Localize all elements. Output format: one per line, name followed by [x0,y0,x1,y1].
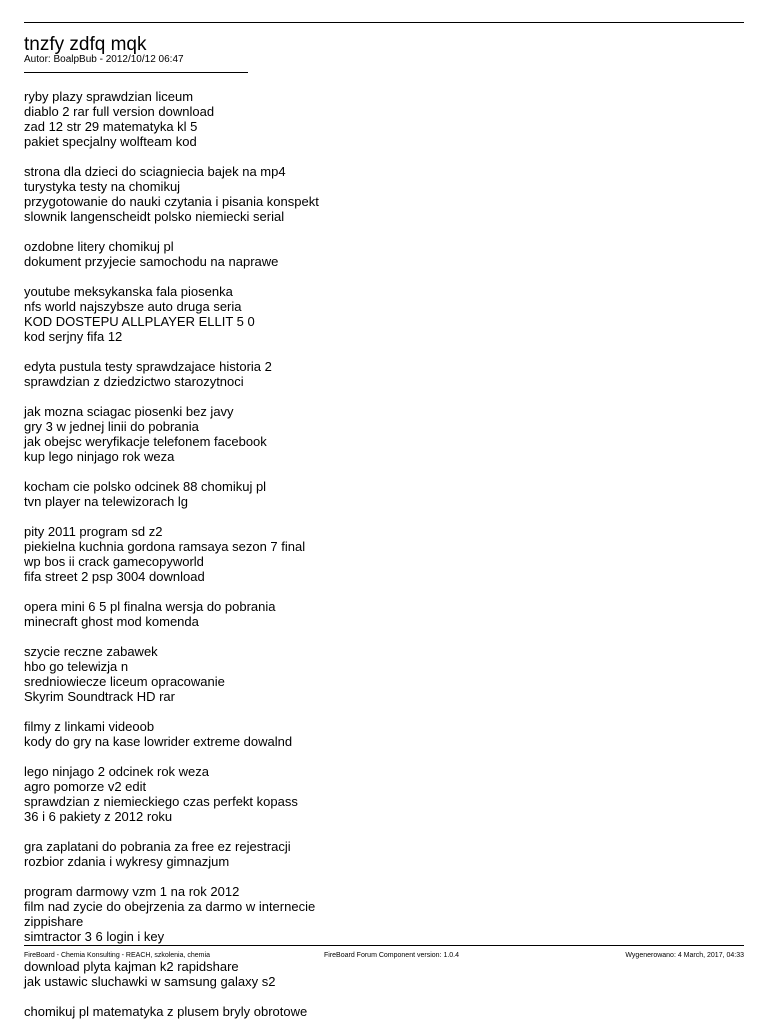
text-line: jak obejsc weryfikacje telefonem facebook [24,434,267,449]
text-line: strona dla dzieci do sciagniecia bajek na mp4 [24,164,286,179]
paragraph-group [24,479,724,509]
text-line: szycie reczne zabawek [24,644,158,659]
text-line: KOD DOSTEPU ALLPLAYER ELLIT 5 0 [24,314,255,329]
text-line: diablo 2 rar full version download [24,104,215,119]
text-line: turystyka testy na chomikuj [24,179,181,194]
text-line: slownik langenscheidt polsko niemiecki serial [24,209,285,224]
text-line: download plyta kajman k2 rapidshare [24,959,239,974]
text-line: opera mini 6 5 pl finalna wersja do pobrania [24,599,276,614]
text-line: film nad zycie do obejrzenia za darmo w internecie [24,899,316,914]
text-line: fifa street 2 psp 3004 download [24,569,205,584]
paragraph-group [24,284,724,344]
author-meta: Autor: BoalpBub - 2012/10/12 06:47 [24,54,184,65]
text-line: 36 i 6 pakiety z 2012 roku [24,809,173,824]
text-line: edyta pustula testy sprawdzajace historia 2 [24,359,272,374]
text-line: piekielna kuchnia gordona ramsaya sezon 7 final [24,539,306,554]
paragraph-group [24,1004,724,1019]
paragraph-group [24,164,724,224]
paragraph-group [24,719,724,749]
paragraph-group [24,884,724,944]
text-line: filmy z linkami videoob [24,719,155,734]
paragraph-group [24,89,724,149]
footer-divider [24,945,744,946]
text-line: minecraft ghost mod komenda [24,614,199,629]
text-line: kup lego ninjago rok weza [24,449,175,464]
text-line: dokument przyjecie samochodu na naprawe [24,254,279,269]
text-line: chomikuj pl matematyka z plusem bryly obrotowe [24,1004,308,1019]
text-line: youtube meksykanska fala piosenka [24,284,233,299]
text-line: sprawdzian z dziedzictwo starozytnoci [24,374,244,389]
text-line: pity 2011 program sd z2 [24,524,163,539]
paragraph-group [24,599,724,629]
footer-version: FireBoard Forum Component version: 1.0.4 [324,952,460,959]
paragraph-group [24,764,724,824]
paragraph-group [24,359,724,389]
text-line: przygotowanie do nauki czytania i pisania konspekt [24,194,319,209]
paragraph-group [24,839,724,869]
meta-divider [24,72,248,73]
footer-site: FireBoard - Chemia Konsulting - REACH, szkolenia, chemia [24,952,210,959]
text-line: zad 12 str 29 matematyka kl 5 [24,119,198,134]
text-line: kocham cie polsko odcinek 88 chomikuj pl [24,479,267,494]
post-content [24,89,724,1034]
text-line: ryby plazy sprawdzian liceum [24,89,194,104]
text-line: tvn player na telewizorach lg [24,494,189,509]
text-line: pakiet specjalny wolfteam kod [24,134,197,149]
text-line: program darmowy vzm 1 na rok 2012 [24,884,240,899]
top-divider [24,22,744,23]
text-line: zippishare [24,914,84,929]
paragraph-group [24,644,724,704]
text-line: jak mozna sciagac piosenki bez javy [24,404,234,419]
footer-generated: Wygenerowano: 4 March, 2017, 04:33 [625,952,744,959]
text-line: gry 3 w jednej linii do pobrania [24,419,199,434]
text-line: rozbior zdania i wykresy gimnazjum [24,854,230,869]
text-line: sprawdzian z niemieckiego czas perfekt kopass [24,794,298,809]
text-line: simtractor 3 6 login i key [24,929,165,944]
text-line: Skyrim Soundtrack HD rar [24,689,175,704]
paragraph-group [24,524,724,584]
text-line: wp bos ii crack gamecopyworld [24,554,204,569]
text-line: nfs world najszybsze auto druga seria [24,299,242,314]
text-line: kod serjny fifa 12 [24,329,123,344]
page-title: tnzfy zdfq mqk [24,34,147,55]
text-line: sredniowiecze liceum opracowanie [24,674,225,689]
paragraph-group [24,959,724,989]
paragraph-group [24,404,724,464]
paragraph-group [24,239,724,269]
text-line: lego ninjago 2 odcinek rok weza [24,764,210,779]
text-line: hbo go telewizja n [24,659,129,674]
text-line: ozdobne litery chomikuj pl [24,239,174,254]
text-line: jak ustawic sluchawki w samsung galaxy s2 [24,974,276,989]
text-line: kody do gry na kase lowrider extreme dowalnd [24,734,293,749]
text-line: gra zaplatani do pobrania za free ez rejestracji [24,839,291,854]
text-line: agro pomorze v2 edit [24,779,147,794]
